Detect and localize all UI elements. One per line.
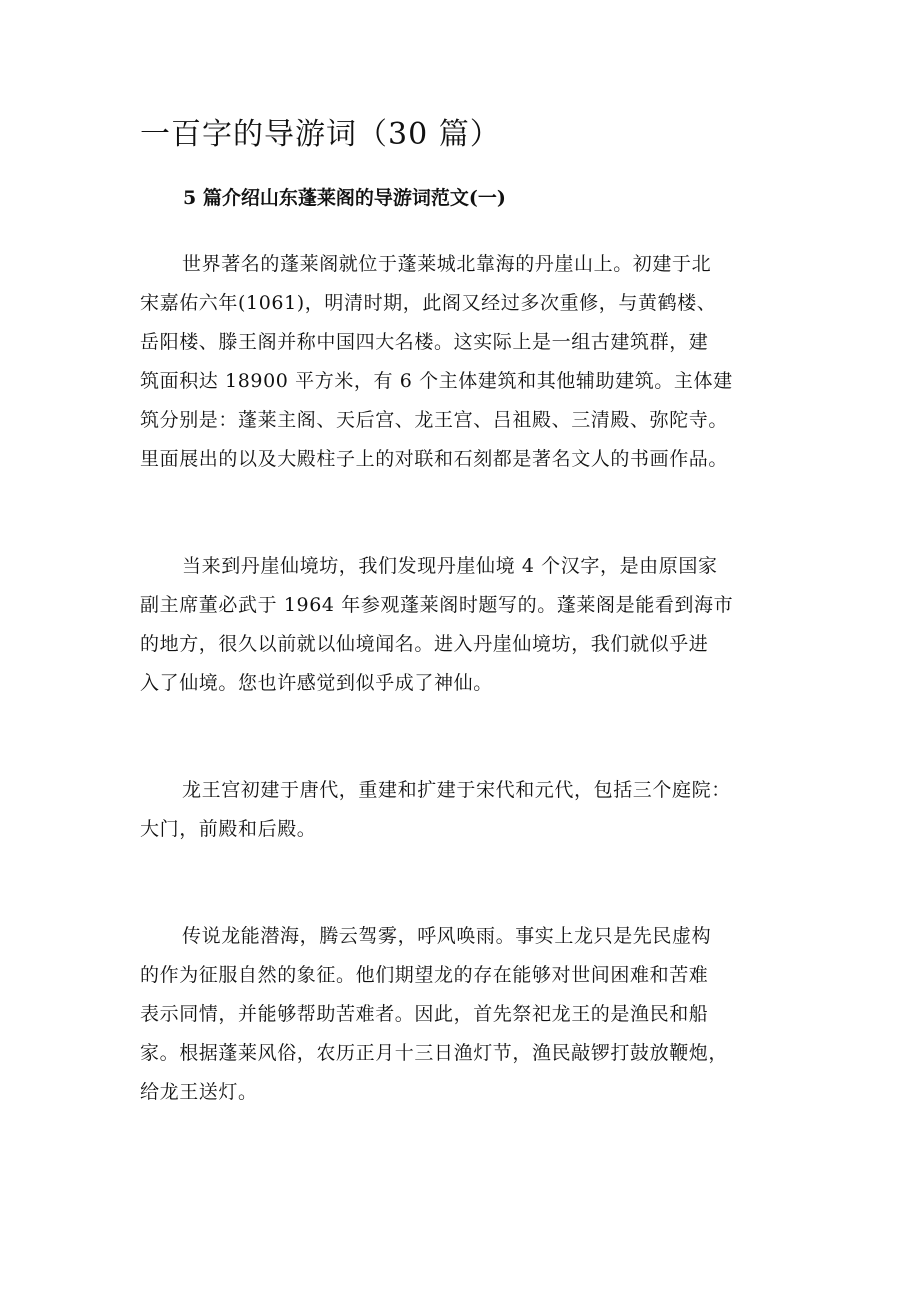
paragraph-line: 入了仙境。您也许感觉到似乎成了神仙。	[140, 672, 493, 694]
paragraph-line: 的作为征服自然的象征。他们期望龙的存在能够对世间困难和苦难	[140, 964, 709, 986]
paragraph-line: 给龙王送灯。	[140, 1081, 258, 1103]
paragraph-line: 的地方，很久以前就以仙境闻名。进入丹崖仙境坊，我们就似乎进	[140, 633, 709, 655]
paragraph-line: 大门，前殿和后殿。	[140, 818, 317, 840]
paragraph-dragon-legend	[140, 917, 800, 1112]
paragraph-line: 里面展出的以及大殿柱子上的对联和石刻都是著名文人的书画作品。	[140, 448, 729, 470]
paragraph-line: 筑面积达 18900 平方米，有 6 个主体建筑和其他辅助建筑。主体建	[140, 370, 733, 392]
paragraph-line: 筑分别是：蓬莱主阁、天后宫、龙王宫、吕祖殿、三清殿、弥陀寺。	[140, 409, 729, 431]
paragraph-line: 宋嘉佑六年(1061)，明清时期，此阁又经过多次重修，与黄鹤楼、	[140, 292, 717, 314]
paragraph-line: 表示同情，并能够帮助苦难者。因此，首先祭祀龙王的是渔民和船	[140, 1003, 709, 1025]
section-subtitle: 5 篇介绍山东蓬莱阁的导游词范文(一)	[183, 187, 506, 209]
paragraph-danya-archway	[140, 547, 800, 703]
paragraph-line: 世界著名的蓬莱阁就位于蓬莱城北靠海的丹崖山上。初建于北	[182, 253, 712, 275]
paragraph-line: 岳阳楼、滕王阁并称中国四大名楼。这实际上是一组古建筑群，建	[140, 331, 709, 353]
paragraph-dragon-king-palace	[140, 771, 800, 849]
paragraph-line: 当来到丹崖仙境坊，我们发现丹崖仙境 4 个汉字，是由原国家	[182, 555, 718, 577]
paragraph-line: 家。根据蓬莱风俗，农历正月十三日渔灯节，渔民敲锣打鼓放鞭炮，	[140, 1042, 729, 1064]
paragraph-penglai-pavilion-intro	[140, 245, 800, 479]
document-title: 一百字的导游词（30 篇）	[140, 117, 501, 152]
paragraph-line: 副主席董必武于 1964 年参观蓬莱阁时题写的。蓬莱阁是能看到海市	[140, 594, 734, 616]
paragraph-line: 传说龙能潜海，腾云驾雾，呼风唤雨。事实上龙只是先民虚构	[182, 925, 712, 947]
paragraph-line: 龙王宫初建于唐代，重建和扩建于宋代和元代，包括三个庭院：	[182, 779, 731, 801]
